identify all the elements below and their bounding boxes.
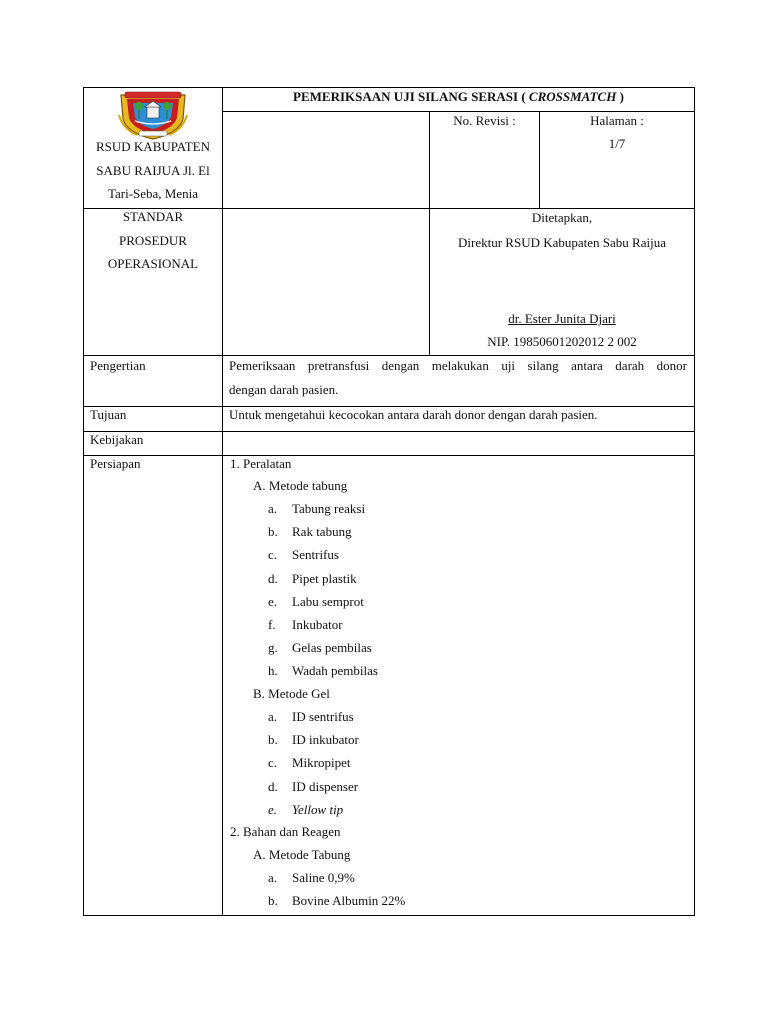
sop-type-line1: STANDAR	[122, 209, 184, 224]
group-metode-tabung-reagen-title: A. Metode Tabung	[253, 847, 351, 862]
title-crossmatch: CROSSMATCH	[528, 89, 617, 104]
list-item-text: ID inkubator	[292, 732, 359, 748]
director-name: dr. Ester Junita Djari	[508, 311, 616, 326]
document-title	[223, 88, 694, 106]
table-border-right	[694, 87, 695, 916]
list-item-marker: h.	[268, 663, 278, 679]
list-item-marker: b.	[268, 524, 278, 540]
list-item-marker: d.	[268, 570, 278, 586]
list-item-marker: e.	[268, 801, 278, 817]
page-number: 1/7	[608, 136, 626, 151]
tujuan-label: Tujuan	[90, 407, 127, 422]
list-item-marker: b.	[268, 893, 278, 909]
tujuan-text: Untuk mengetahui kecocokan antara darah donor dengan darah pasien.	[229, 407, 598, 422]
section-bahan-reagen-title: 2. Bahan dan Reagen	[230, 824, 341, 839]
list-item-marker: b.	[268, 732, 278, 748]
director-nip: NIP. 19850601202012 2 002	[487, 334, 637, 349]
list-item-text: ID sentrifus	[292, 709, 354, 724]
column-divider	[222, 87, 223, 916]
title-prefix: PEMERIKSAAN UJI SILANG SERASI (	[293, 89, 529, 104]
list-item-text: Pipet plastik	[292, 570, 357, 586]
persiapan-label: Persiapan	[90, 456, 141, 471]
list-item-text: Mikropipet	[292, 755, 351, 771]
page-label: Halaman :	[590, 113, 644, 128]
group-metode-gel-title: B. Metode Gel	[253, 686, 330, 701]
established-label: Ditetapkan,	[531, 210, 593, 225]
group-metode-tabung-title: A. Metode tabung	[253, 478, 348, 493]
regency-emblem-logo	[117, 89, 189, 141]
pengertian-text-line2: dengan darah pasien.	[229, 382, 339, 397]
list-item-text: Gelas pembilas	[292, 640, 372, 656]
list-item-text: Tabung reaksi	[292, 501, 366, 516]
kebijakan-divider	[83, 455, 695, 456]
list-item-marker: d.	[268, 778, 278, 794]
list-item-text: Labu semprot	[292, 593, 364, 609]
institution-name-line1: RSUD KABUPATEN	[95, 139, 211, 154]
pengertian-text-line1: Pemeriksaan pretransfusi dengan melakukan uji silang antara darah donor	[229, 358, 687, 373]
tujuan-divider	[83, 431, 695, 432]
institution-name-line3: Tari-Seba, Menia	[107, 186, 199, 201]
revision-label: No. Revisi :	[453, 113, 516, 128]
list-item-marker: a.	[268, 709, 278, 724]
list-item-text: Bovine Albumin 22%	[292, 893, 406, 909]
list-item-marker: g.	[268, 640, 278, 656]
list-item-text: Sentrifus	[292, 547, 339, 563]
list-item-marker: c.	[268, 755, 278, 771]
list-item-text: Inkubator	[292, 617, 343, 632]
table-border-bottom	[83, 915, 695, 916]
section-peralatan-title: 1. Peralatan	[230, 456, 292, 471]
sop-divider	[83, 355, 695, 356]
list-item-text: Rak tabung	[292, 524, 352, 540]
list-item-text: Saline 0,9%	[292, 870, 355, 885]
pengertian-label: Pengertian	[90, 358, 146, 373]
sop-type-line3: OPERASIONAL	[107, 256, 199, 271]
list-item-marker: c.	[268, 547, 278, 563]
title-suffix: )	[616, 89, 624, 104]
institution-name-line2: SABU RAIJUA Jl. El	[96, 163, 210, 178]
list-item-text: ID dispenser	[292, 778, 359, 794]
director-title: Direktur RSUD Kabupaten Sabu Raijua	[458, 235, 666, 250]
list-item-text: Yellow tip	[292, 801, 344, 817]
list-item-text: Wadah pembilas	[292, 663, 378, 679]
kebijakan-label: Kebijakan	[90, 432, 144, 447]
list-item-marker: a.	[268, 870, 278, 885]
list-item-marker: f.	[268, 617, 276, 632]
list-item-marker: e.	[268, 593, 278, 609]
list-item-marker: a.	[268, 501, 278, 516]
sop-type-line2: PROSEDUR	[119, 233, 187, 248]
